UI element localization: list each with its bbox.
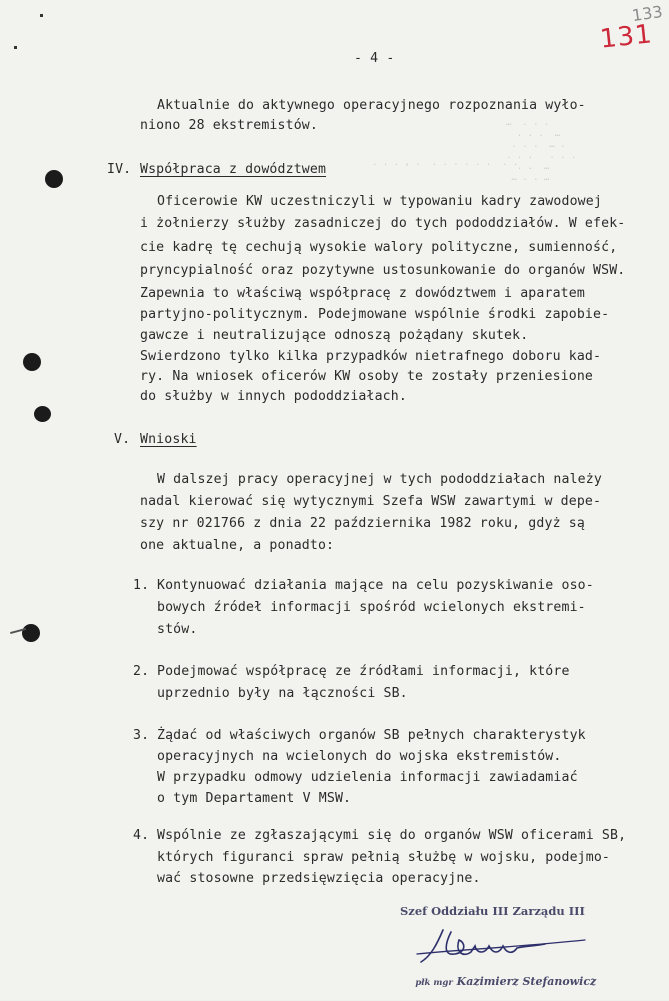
paragraph-line: partyjno-politycznym. Podejmowane wspólnie środki zapobie- <box>140 307 610 322</box>
paragraph-line: Oficerowie KW uczestniczyli w typowaniu kadry zawodowej <box>157 194 602 209</box>
page-number: - 4 - <box>354 51 395 66</box>
list-item-line: operacyjnych na wcielonych do wojska ekstremistów. <box>157 749 562 764</box>
paragraph-line: one aktualne, a ponadto: <box>140 538 335 553</box>
list-item-line: o tym Departament V MSW. <box>157 791 352 806</box>
paragraph-line: cie kadrę tę cechują wysokie walory polityczne, sumienność, <box>140 240 618 255</box>
list-item-line: W przypadku odmowy udzielenia informacji zawiadamiać <box>157 770 578 785</box>
signature-stamp-title: Szef Oddziału III Zarządu III <box>400 904 585 918</box>
bleed-through: … . . . . . . … . . . … . . . . . . . . . … … . . … <box>506 118 577 183</box>
paragraph-line: W dalszej pracy operacyjnej w tych pododdziałach należy <box>157 472 602 487</box>
list-item-number: 4. <box>133 828 150 843</box>
bleed-through: . . . , . . . . . . . . . <box>372 158 519 168</box>
list-item-line: Żądać od właściwych organów SB pełnych charakterystyk <box>157 728 586 743</box>
section-iv-number: IV. <box>107 162 132 177</box>
list-item-line: stów. <box>157 622 198 637</box>
list-item-line: uprzednio były na łączności SB. <box>157 686 408 701</box>
list-item-line: bowych źródeł informacji spośród wcielonych ekstremi- <box>157 600 586 615</box>
paragraph-line: Swierdzono tylko kilka przypadków nietrafnego doboru kad- <box>140 349 602 364</box>
section-v-number: V. <box>114 432 131 447</box>
paragraph-line: szy nr 021766 z dnia 22 października 1982 roku, gdyż są <box>140 516 585 531</box>
signature-stamp-name <box>400 962 596 1001</box>
list-item-line: których figuranci spraw pełnią służbę w wojsku, podejmo- <box>157 850 611 865</box>
paragraph-line: nadal kierować się wytycznymi Szefa WSW zawartymi w depe- <box>140 494 602 509</box>
paragraph-line: Zapewnia to właściwą współpracę z dowództwem i aparatem <box>140 286 585 301</box>
speck <box>40 14 43 17</box>
list-item-line: Wspólnie ze zgłaszającymi się do organów WSW oficerami SB, <box>157 828 627 843</box>
signer-name: Kazimierz Stefanowicz <box>456 975 597 988</box>
list-item-line: Kontynuować działania mające na celu pozyskiwanie oso- <box>157 578 594 593</box>
archive-number-pencil: 133 <box>630 1 664 26</box>
intro-line: niono 28 ekstremistów. <box>140 118 318 133</box>
archive-number-red: 131 <box>598 19 655 55</box>
list-item-number: 3. <box>133 728 150 743</box>
paragraph-line: pryncypialność oraz pozytywne ustosunkowanie do organów WSW. <box>140 263 626 278</box>
list-item-number: 1. <box>133 578 150 593</box>
punch-hole <box>45 170 63 188</box>
paragraph-line: do służby w innych pododdziałach. <box>140 389 407 404</box>
list-item-number: 2. <box>133 664 150 679</box>
paragraph-line: i żołnierzy służby zasadniczej do tych pododdziałów. W efek- <box>140 216 626 231</box>
section-iv-heading: Współpraca z dowództwem <box>140 162 327 177</box>
list-item-line: Podejmować współpracę ze źródłami informacji, które <box>157 664 570 679</box>
intro-line: Aktualnie do aktywnego operacyjnego rozpoznania wyło- <box>157 98 586 113</box>
section-v-heading: Wnioski <box>140 432 197 447</box>
list-item-line: wać stosowne przedsięwzięcia operacyjne. <box>157 871 481 886</box>
punch-hole <box>34 406 51 422</box>
punch-hole <box>23 353 41 371</box>
paragraph-line: gawcze i neutralizujące odnoszą pożądany skutek. <box>140 328 529 343</box>
speck <box>14 46 17 49</box>
signer-rank: płk mgr <box>415 978 453 988</box>
punch-hole <box>22 624 40 642</box>
paragraph-line: ry. Na wniosek oficerów KW osoby te zostały przeniesione <box>140 369 594 384</box>
